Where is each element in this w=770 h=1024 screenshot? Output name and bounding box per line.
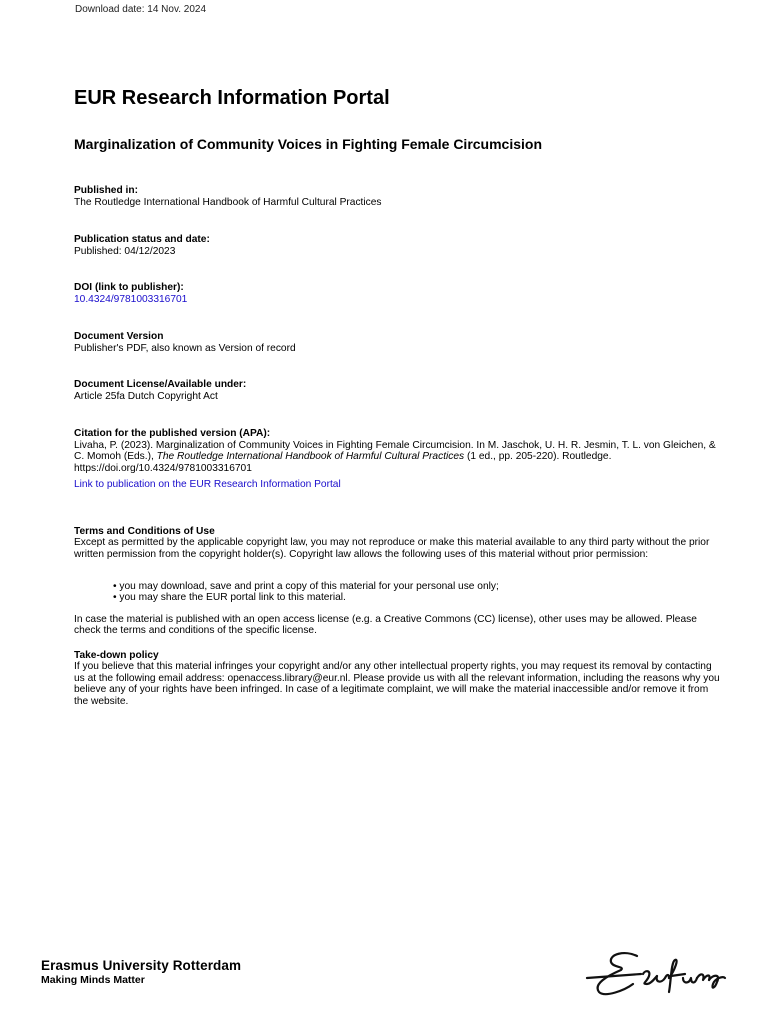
terms-heading: Terms and Conditions of Use [74,526,215,537]
terms-bullet-item: • you may download, save and print a copy of this material for your personal use only; [113,581,713,592]
takedown-heading: Take-down policy [74,650,159,661]
publication-status-label: Publication status and date: [74,234,210,245]
citation-section [74,428,724,491]
publication-status-section [74,234,724,257]
takedown-section [74,650,724,707]
doi-link[interactable]: 10.4324/9781003316701 [74,293,188,305]
takedown-body: If you believe that this material infringes your copyright and/or any other intellectual property rights, you may request its removal by contacting us at the following email address: openaccess.library@eur.nl. Please provide us with all the relevant information, including the reasons why you believe any of your rights have been infringed. In case of a legitimate complaint, we will make the material inaccessible and/or remove it from the website. [74,661,720,707]
doi-label: DOI (link to publisher): [74,282,184,293]
citation-part1: Livaha, P. (2023). Marginalization of Community Voices in Fighting Female Circumcision. In M. Jaschok, U. H. R. Jesmin, T. L. von Gleichen, & C. Momoh (Eds.), [74,439,716,462]
open-access-note: In case the material is published with an open access license (e.g. a Creative Commons (CC) license), other uses may be allowed. Please check the terms and conditions of the specific license. [74,614,697,637]
terms-body: Except as permitted by the applicable copyright law, you may not reproduce or make this material available to any third party without the prior written permission from the copyright holder(s). Copyright law allows the following uses of this material without prior permission: [74,537,710,560]
terms-bullet-item: • you may share the EUR portal link to this material. [113,592,713,603]
document-license-section [74,379,724,402]
university-tagline: Making Minds Matter [41,974,145,986]
terms-bullet-list [113,581,713,604]
document-license-label: Document License/Available under: [74,379,247,390]
publication-status-value: Published: 04/12/2023 [74,245,176,257]
university-name: Erasmus University Rotterdam [41,958,242,973]
portal-publication-link[interactable]: Link to publication on the EUR Research Information Portal [74,479,341,490]
published-in-value: The Routledge International Handbook of Harmful Cultural Practices [74,196,382,208]
document-version-value: Publisher's PDF, also known as Version of record [74,342,296,354]
citation-text [74,440,724,475]
doi-section [74,282,724,305]
download-date: Download date: 14 Nov. 2024 [75,4,207,15]
citation-book-title: The Routledge International Handbook of Harmful Cultural Practices [156,451,465,462]
terms-section [74,526,724,560]
published-in-section [74,185,724,208]
portal-title: EUR Research Information Portal [74,87,390,109]
published-in-label: Published in: [74,185,138,196]
document-license-value: Article 25fa Dutch Copyright Act [74,390,218,402]
document-version-section [74,331,724,354]
document-version-label: Document Version [74,331,164,342]
citation-part2: (1 ed., pp. 205-220). Routledge. https://doi.org/10.4324/9781003316701 [74,451,612,474]
erasmus-signature-icon [585,948,727,1000]
citation-label: Citation for the published version (APA): [74,428,271,439]
publication-title: Marginalization of Community Voices in Fighting Female Circumcision [74,136,543,152]
